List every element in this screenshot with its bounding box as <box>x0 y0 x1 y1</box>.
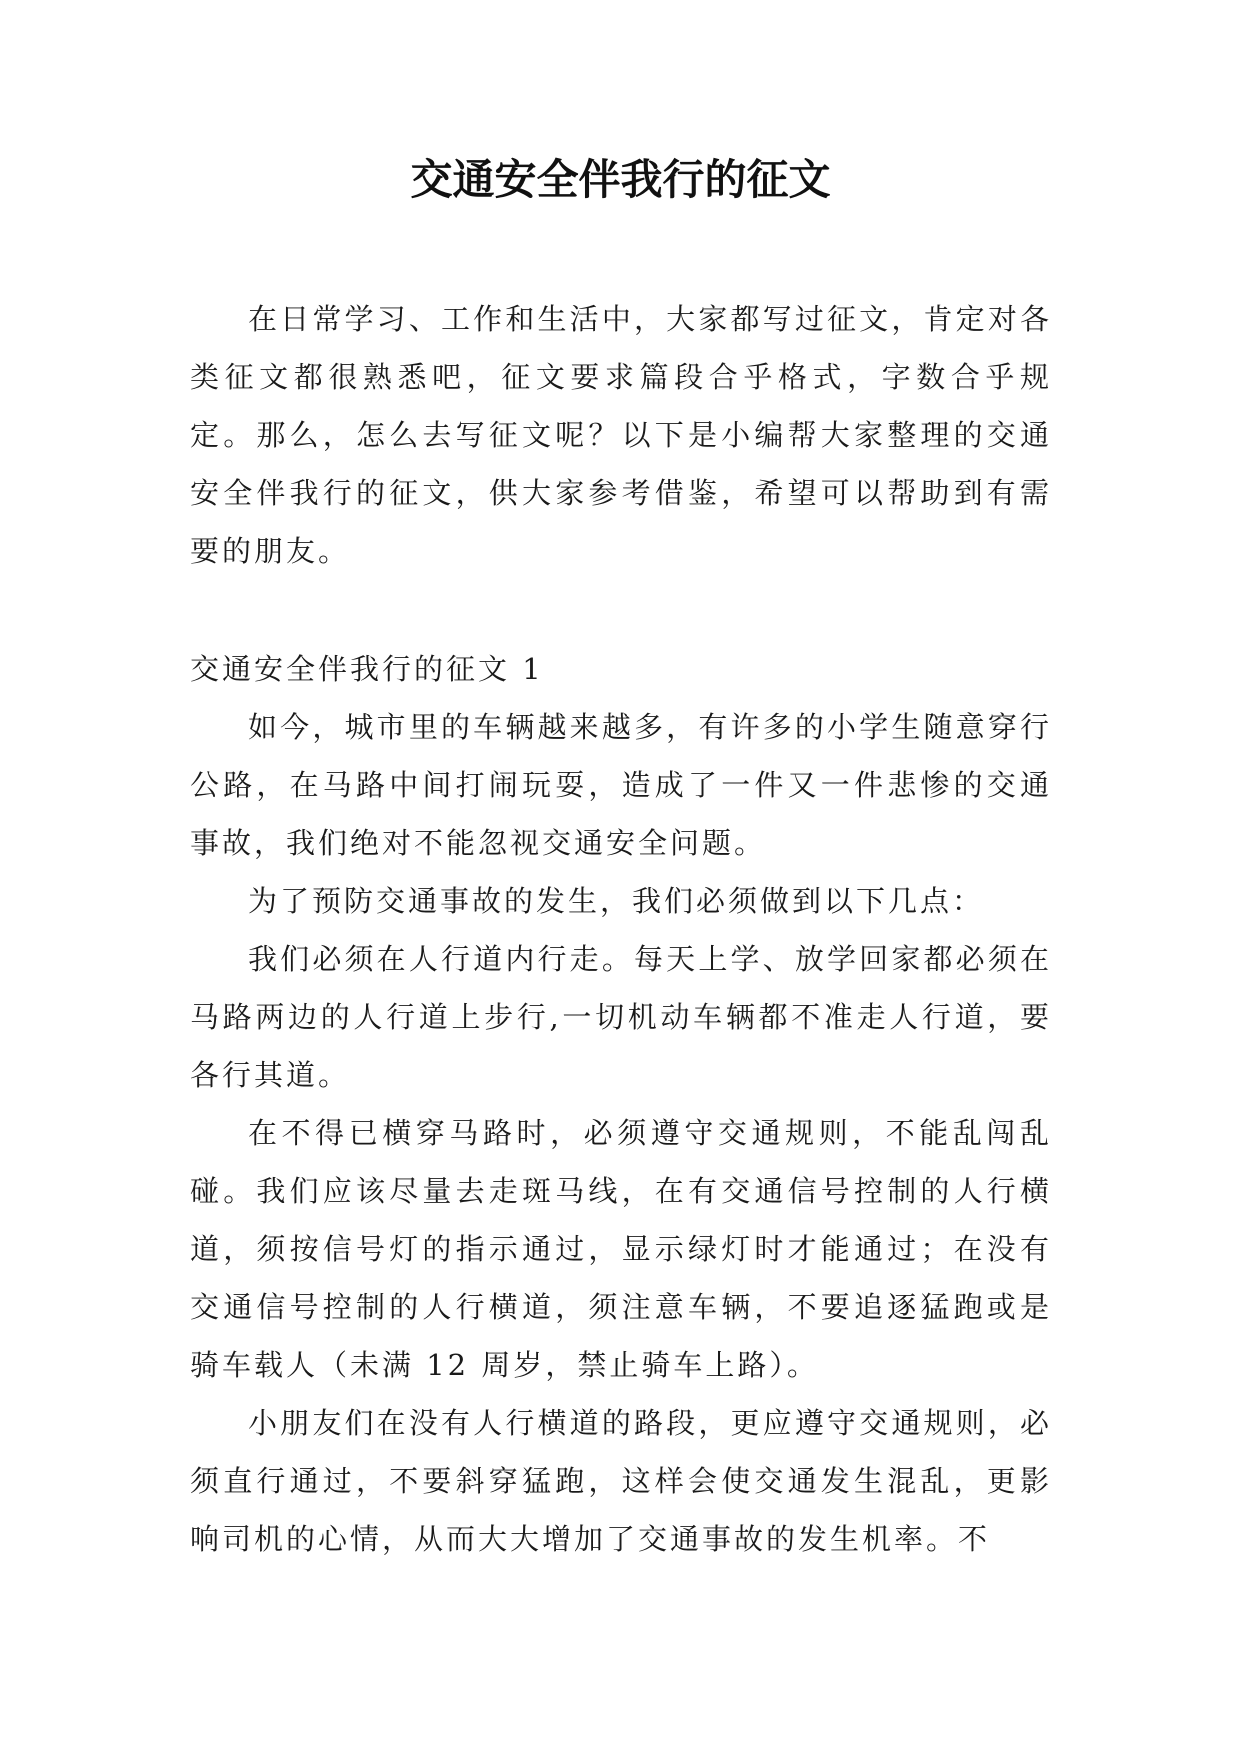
intro-paragraph: 在日常学习、工作和生活中，大家都写过征文，肯定对各类征文都很熟悉吧，征文要求篇段合乎格式，字数合乎规定。那么，怎么去写征文呢？以下是小编帮大家整理的交通安全伴我行的征文，供大家参考借鉴，希望可以帮助到有需要的朋友。 <box>190 302 1052 568</box>
body-paragraph: 在不得已横穿马路时，必须遵守交通规则，不能乱闯乱碰。我们应该尽量去走斑马线，在有交通信号控制的人行横道，须按信号灯的指示通过，显示绿灯时才能通过；在没有交通信号控制的人行横道，须注意车辆，不要追逐猛跑或是骑车载人（未满 12 周岁，禁止骑车上路）。 <box>190 1116 1052 1382</box>
section-block <box>190 640 1052 1568</box>
body-paragraph: 如今，城市里的车辆越来越多，有许多的小学生随意穿行公路，在马路中间打闹玩耍，造成了一件又一件悲惨的交通事故，我们绝对不能忽视交通安全问题。 <box>190 710 1052 860</box>
document-title: 交通安全伴我行的征文 <box>410 155 831 204</box>
intro-block <box>190 290 1052 580</box>
section-heading: 交通安全伴我行的征文 1 <box>190 652 544 686</box>
body-paragraph: 为了预防交通事故的发生，我们必须做到以下几点： <box>248 884 985 918</box>
body-paragraph: 我们必须在人行道内行走。每天上学、放学回家都必须在马路两边的人行道上步行,一切机动车辆都不准走人行道，要各行其道。 <box>190 942 1052 1092</box>
body-paragraph: 小朋友们在没有人行横道的路段，更应遵守交通规则，必须直行通过，不要斜穿猛跑，这样会使交通发生混乱，更影响司机的心情，从而大大增加了交通事故的发生机率。不 <box>190 1406 1052 1556</box>
